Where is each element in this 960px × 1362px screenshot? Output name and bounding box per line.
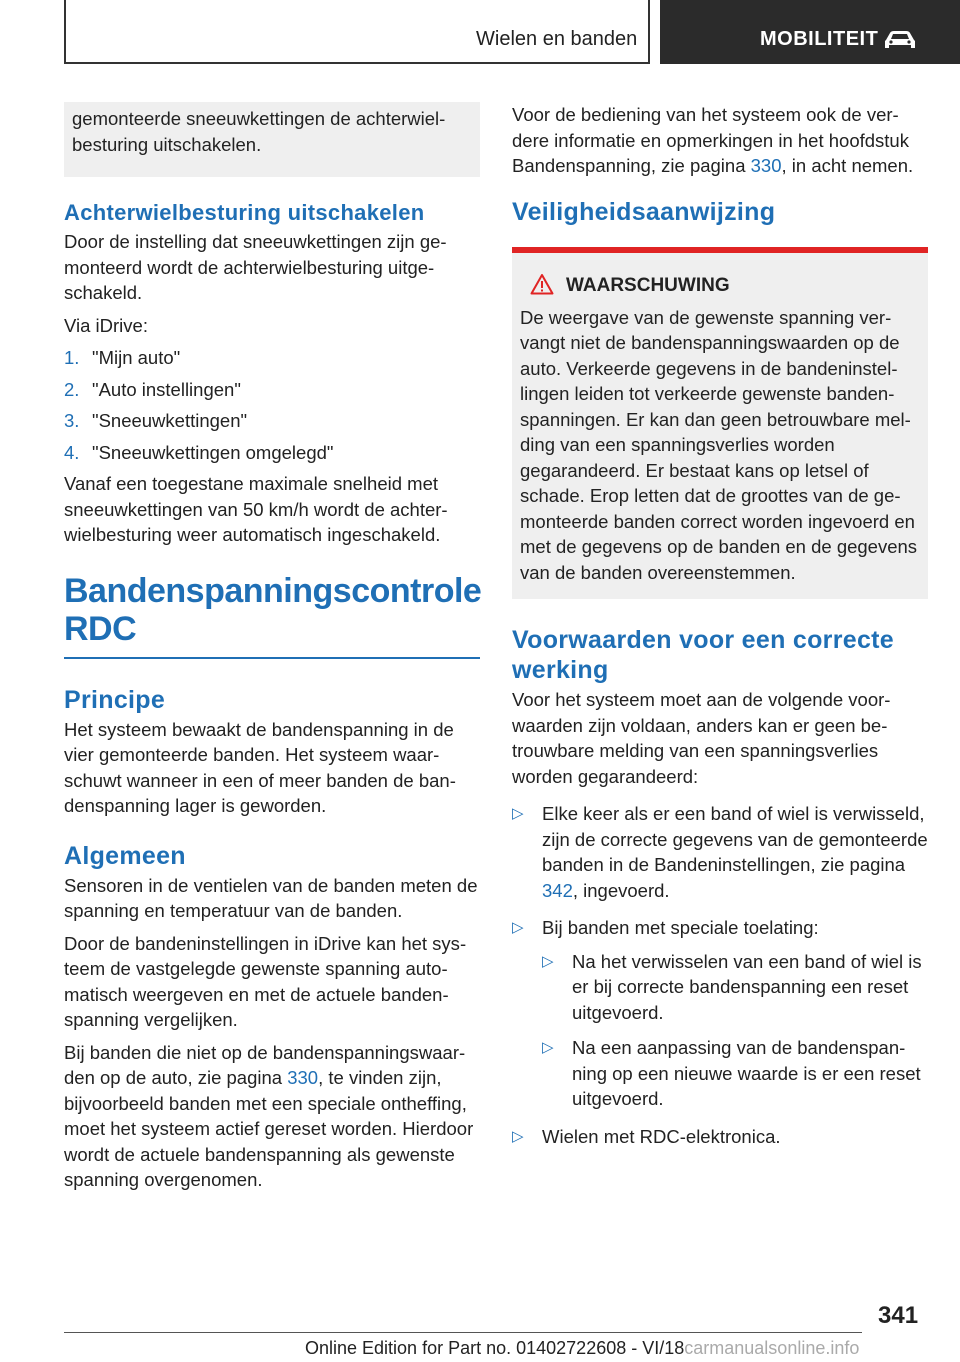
paragraph-vanaf: Vanaf een toegestane maximale snelheid met sneeuwkettingen van 50 km/h wordt de achterwielbesturing weer automatisch ingeschakeld. [64, 473, 448, 545]
chapter-heading-rule [64, 657, 480, 659]
bullet-triangle-icon: ▷ [512, 805, 524, 822]
heading-achterwielbesturing: Achterwielbesturing uitschakelen [64, 200, 425, 225]
chapter-heading-line1: Bandenspanningscontrole [64, 571, 482, 610]
warning-box [512, 247, 928, 600]
text: , te vinden zijn, bijvoorbeeld banden met een speciale ontheffing, moet het systeem actief gereset worden. Hierdoor wordt de actuele bandenspanning als gewenste spanning overgenomen. [64, 1067, 474, 1190]
warning-header [520, 273, 920, 301]
list-item [542, 1035, 928, 1112]
heading-voorwaarden: Voorwaarden voor een correcte werking [512, 626, 894, 684]
chapter-heading [64, 572, 480, 648]
text: Voor de bediening van het systeem ook de verdere informatie en opmerkingen in het hoofdstuk Bandenspanning, zie pagina [512, 104, 909, 176]
text: , in acht nemen. [781, 155, 914, 176]
list-item [512, 915, 928, 1112]
heading-veiligheidsaanwijzing: Veiligheidsaanwijzing [512, 197, 776, 226]
paragraph-instelling: Door de instelling dat sneeuwkettingen zijn gemonteerd wordt de achterwielbesturing uitgeschakeld. [64, 231, 447, 303]
warning-title: WAARSCHUWING [566, 274, 730, 296]
left-column [64, 102, 480, 1200]
page-link-330[interactable]: 330 [287, 1067, 319, 1088]
list-item [542, 949, 928, 1026]
step-number: 1. [64, 347, 80, 368]
warning-text: De weergave van de gewenste spanning vervangt niet de bandenspanningswaarden op de auto. Verkeerde gegevens in de bandeninstellingen leiden tot verkeerde gewenste bandenspanningen. Er kan dan geen betrouwbare melding van een spanningsverlies worden gegarandeerd. Er bestaat kans op letsel of schade. Erop letten dat de groottes van de gemonteerde banden correct worden ingevoerd en met de gegevens op de banden en de gegevens van de banden overeenstemmen. [520, 306, 918, 583]
heading-algemeen: Algemeen [64, 841, 186, 870]
continued-note-box [64, 102, 480, 177]
car-icon [883, 28, 917, 52]
text: Bij banden die niet op de bandenspanningswaarden op de auto, zie pagina [64, 1041, 466, 1088]
step-number: 4. [64, 441, 80, 463]
step-text: "Auto instellingen" [92, 378, 241, 400]
text: Elke keer als er een band of wiel is verwisseld, zijn de correcte gegevens van de gemonteerde banden in de Bandeninstellingen, zie pagina [542, 803, 928, 875]
text: Na een aanpassing van de bandenspanning op een nieuwe waarde is er een reset uitgevoerd. [572, 1037, 921, 1109]
chapter-tab[interactable] [660, 0, 960, 64]
paragraph-sensoren: Sensoren in de ventielen van de banden meten de spanning en temperatuur van de banden. [64, 874, 478, 921]
page-link-330[interactable]: 330 [750, 155, 782, 176]
text: Wielen met RDC-elektronica. [542, 1125, 781, 1147]
step-text: "Mijn auto" [92, 347, 181, 368]
note-text: gemonteerde sneeuwkettingen de achterwielbesturing uitschakelen. [72, 108, 446, 155]
list-item [64, 408, 480, 434]
header-rule-bottom [64, 62, 650, 64]
step-number: 3. [64, 410, 80, 431]
list-item [512, 1124, 928, 1150]
heading-principe: Principe [64, 685, 166, 714]
step-text: "Sneeuwkettingen" [92, 410, 248, 431]
list-item [512, 801, 928, 903]
paragraph-bediening [512, 102, 928, 179]
footer-rule [64, 1332, 862, 1333]
bullet-triangle-icon: ▷ [542, 952, 554, 970]
text: Na het verwisselen van een band of wiel is er bij correcte bandenspanning een reset uitgevoerd. [572, 950, 922, 1023]
step-number: 2. [64, 378, 80, 400]
paragraph-via-idrive: Via iDrive: [64, 314, 148, 336]
page-link-342[interactable]: 342 [542, 879, 573, 901]
chapter-heading-line2: RDC [64, 609, 137, 648]
list-item [64, 377, 480, 403]
paragraph-principe: Het systeem bewaakt de bandenspanning in de vier gemonteerde banden. Het systeem waarschuwt wanneer in een of meer banden de bandenspanning lager is geworden. [64, 718, 456, 816]
section-title: Wielen en banden [476, 28, 638, 50]
list-item [64, 440, 480, 466]
text: , ingevoerd. [572, 879, 670, 901]
warning-triangle-icon [530, 273, 554, 295]
list-item [64, 345, 480, 371]
edition-text: Online Edition for Part no. 01402722608 - VI/18 [305, 1338, 685, 1358]
sub-conditions-list [542, 949, 928, 1112]
step-text: "Sneeuwkettingen omgelegd" [92, 441, 334, 463]
page-number: 341 [878, 1302, 919, 1329]
conditions-list [512, 801, 928, 1149]
footer-edition [305, 1338, 859, 1359]
paragraph-voorwaarden: Voor het systeem moet aan de volgende voorwaarden zijn voldaan, anders kan er geen betrouwbare melding van een spanningsverlies worden gegarandeerd: [512, 689, 891, 787]
header-rule-left [64, 0, 66, 64]
header-rule-right [648, 0, 650, 64]
chapter-tab-label: MOBILITEIT [760, 28, 879, 50]
idrive-steps [64, 345, 480, 465]
bullet-triangle-icon: ▷ [512, 1127, 524, 1145]
right-column [512, 102, 928, 1161]
bullet-triangle-icon: ▷ [542, 1039, 554, 1056]
bullet-triangle-icon: ▷ [512, 919, 524, 936]
watermark: carmanualsonline.info [684, 1338, 860, 1358]
text: Bij banden met speciale toelating: [542, 917, 819, 938]
paragraph-bandeninstellingen: Door de bandeninstellingen in iDrive kan het systeem de vastgelegde gewenste spanning automatisch weergeven en met de actuele bandenspanning vergelijken. [64, 932, 467, 1030]
paragraph-reset [64, 1040, 480, 1193]
